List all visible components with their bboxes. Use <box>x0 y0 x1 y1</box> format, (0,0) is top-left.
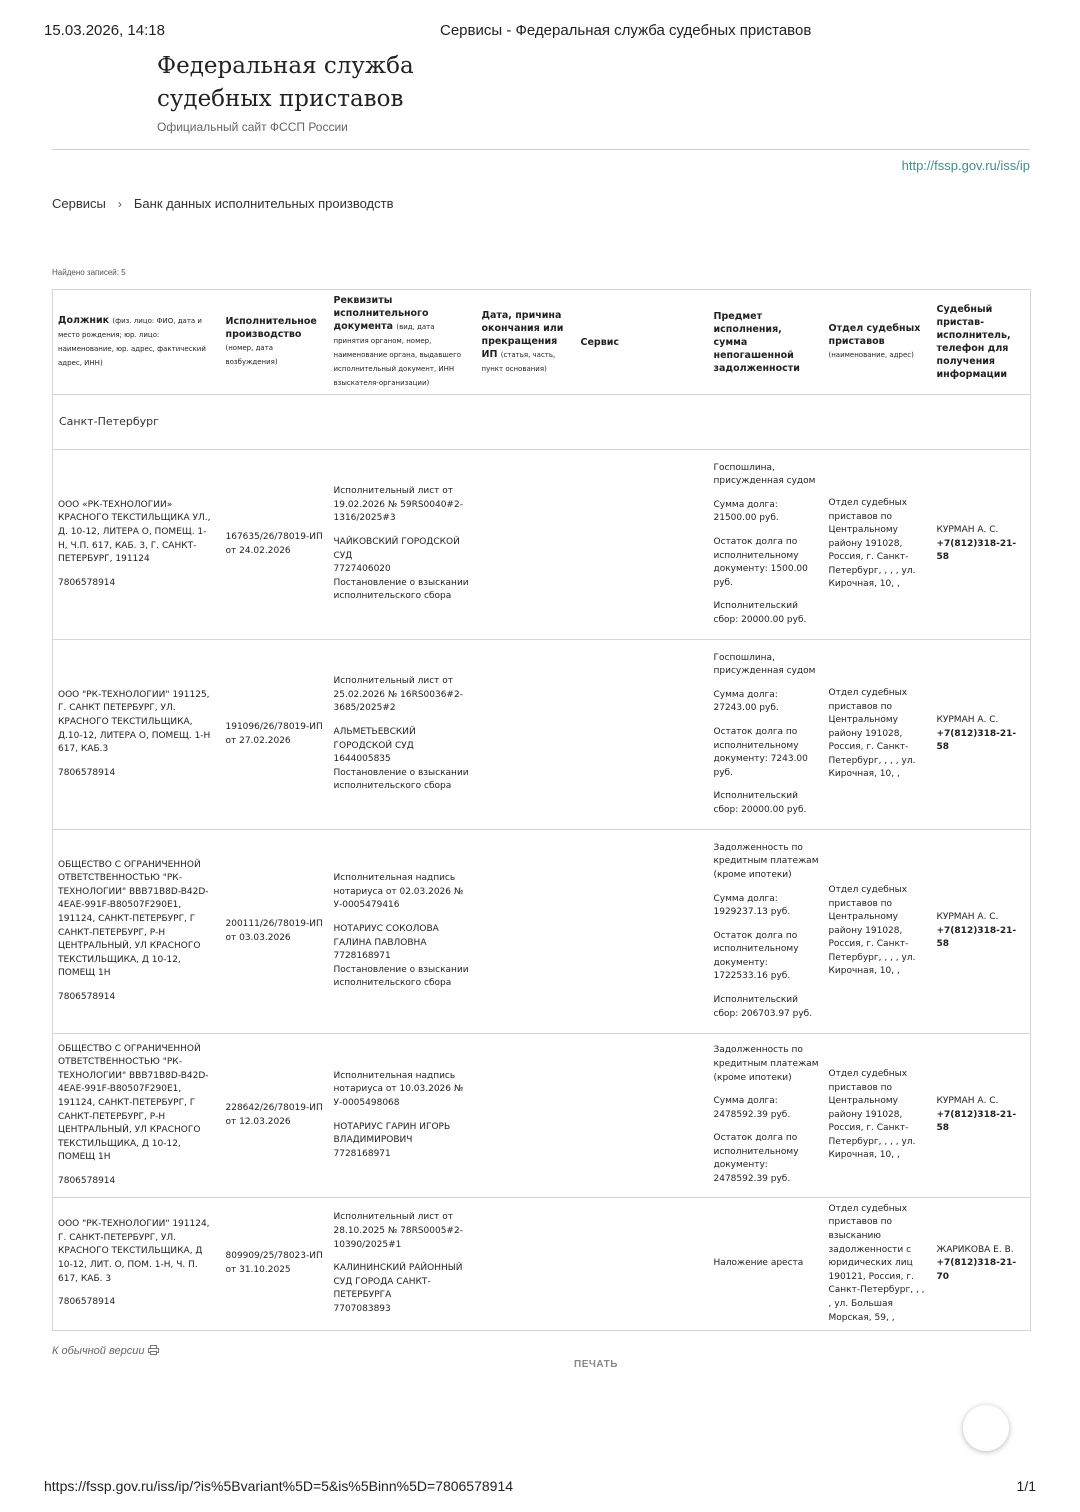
service-cell <box>576 640 709 830</box>
debtor-cell: ООО "РК-ТЕХНОЛОГИИ" 191125, Г. САНКТ ПЕТЕРБУРГ, УЛ. КРАСНОГО ТЕКСТИЛЬЩИКА, Д.10-12, ЛИТЕРА О, ПОМЕЩ. 1-Н 617, КАБ.3 7806578914 <box>53 640 221 830</box>
end-date-cell <box>477 1034 576 1198</box>
end-date-cell <box>477 1198 576 1331</box>
region-name: Санкт-Петербург <box>53 395 1031 450</box>
table-row <box>53 1198 1031 1331</box>
service-cell <box>576 1198 709 1331</box>
bailiff-cell: КУРМАН А. С. +7(812)318-21-58 <box>932 640 1031 830</box>
subject-cell: Задолженность по кредитным платежам (кроме ипотеки) Сумма долга: 2478592.39 руб. Остаток долга по исполнительному документу: 2478592.39 руб. <box>709 1034 824 1198</box>
breadcrumb <box>52 196 394 211</box>
department-cell: Отдел судебных приставов по взысканию задолженности с юридических лиц 190121, Россия, г. Санкт-Петербург, , , , ул. Большая Морская, 59, , <box>824 1198 932 1331</box>
department-cell: Отдел судебных приставов по Центральному району 191028, Россия, г. Санкт-Петербург, , , , ул. Кирочная, 10, , <box>824 1034 932 1198</box>
breadcrumb-separator: › <box>117 196 122 211</box>
print-header-title: Сервисы - Федеральная служба судебных приставов <box>440 22 812 39</box>
print-footer-url: https://fssp.gov.ru/iss/ip/?is%5Bvariant%5D=5&is%5Binn%5D=7806578914 <box>44 1478 514 1494</box>
bailiff-cell: КУРМАН А. С. +7(812)318-21-58 <box>932 830 1031 1034</box>
header-proceeding: Исполнительное производство (номер, дата возбуждения) <box>221 290 329 395</box>
floating-action-button[interactable] <box>963 1405 1009 1451</box>
end-date-cell <box>477 450 576 640</box>
results-table <box>52 289 1031 1331</box>
header-department: Отдел судебных приставов (наименование, адрес) <box>824 290 932 395</box>
proceeding-cell: 200111/26/78019-ИП от 03.03.2026 <box>221 830 329 1034</box>
document-cell: Исполнительная надпись нотариуса от 02.03.2026 № У-0005479416 НОТАРИУС СОКОЛОВА ГАЛИНА ПАВЛОВНА 7728168971 Постановление о взыскании исполнительского сбора <box>329 830 477 1034</box>
printer-icon <box>148 1345 159 1357</box>
service-cell <box>576 450 709 640</box>
subject-cell: Госпошлина, присужденная судом Сумма долга: 21500.00 руб. Остаток долга по исполнительному документу: 1500.00 руб. Исполнительский сбор: 20000.00 руб. <box>709 450 824 640</box>
site-title[interactable]: Федеральная служба судебных приставов <box>157 53 414 112</box>
end-date-cell <box>477 830 576 1034</box>
header-divider <box>52 149 1030 150</box>
table-row <box>53 640 1031 830</box>
site-url[interactable]: http://fssp.gov.ru/iss/ip <box>901 158 1030 173</box>
print-button[interactable]: ПЕЧАТЬ <box>574 1359 618 1370</box>
debtor-cell: ОБЩЕСТВО С ОГРАНИЧЕННОЙ ОТВЕТСТВЕННОСТЬЮ "РК-ТЕХНОЛОГИИ" BBB71B8D-B42D-4EAE-991F-B80507F290E1, 191124, САНКТ-ПЕТЕРБУРГ, Г САНКТ-ПЕТЕРБУРГ, Р-Н ЦЕНТРАЛЬНЫЙ, УЛ КРАСНОГО ТЕКСТИЛЬЩИКА, Д 10-12, ПОМЕЩ 1Н 7806578914 <box>53 830 221 1034</box>
document-cell: Исполнительный лист от 28.10.2025 № 78RS0005#2-10390/2025#1 КАЛИНИНСКИЙ РАЙОННЫЙ СУД ГОРОДА САНКТ-ПЕТЕРБУРГА 7707083893 <box>329 1198 477 1331</box>
debtor-cell: ОБЩЕСТВО С ОГРАНИЧЕННОЙ ОТВЕТСТВЕННОСТЬЮ "РК-ТЕХНОЛОГИИ" BBB71B8D-B42D-4EAE-991F-B80507F290E1, 191124, САНКТ-ПЕТЕРБУРГ, Г САНКТ-ПЕТЕРБУРГ, Р-Н ЦЕНТРАЛЬНЫЙ, УЛ КРАСНОГО ТЕКСТИЛЬЩИКА, Д 10-12, ПОМЕЩ 1Н 7806578914 <box>53 1034 221 1198</box>
bailiff-phone: +7(812)318-21-58 <box>936 1109 1017 1134</box>
proceeding-cell: 167635/26/78019-ИП от 24.02.2026 <box>221 450 329 640</box>
document-cell: Исполнительный лист от 25.02.2026 № 16RS0036#2-3685/2025#2 АЛЬМЕТЬЕВСКИЙ ГОРОДСКОЙ СУД 1644005835 Постановление о взыскании исполнительского сбора <box>329 640 477 830</box>
department-cell: Отдел судебных приставов по Центральному району 191028, Россия, г. Санкт-Петербург, , , , ул. Кирочная, 10, , <box>824 450 932 640</box>
header-document: Реквизиты исполнительного документа (вид, дата принятия органом, номер, наименование органа, выдавшего исполнительный документ, ИНН взыскателя-организации) <box>329 290 477 395</box>
records-found-count: Найдено записей: 5 <box>52 268 126 277</box>
header-debtor: Должник (физ. лицо: ФИО, дата и место рождения; юр. лицо: наименование, юр. адрес, фактический адрес, ИНН) <box>53 290 221 395</box>
region-row <box>53 395 1031 450</box>
end-date-cell <box>477 640 576 830</box>
service-cell <box>576 1034 709 1198</box>
proceeding-cell: 191096/26/78019-ИП от 27.02.2026 <box>221 640 329 830</box>
proceeding-cell: 809909/25/78023-ИП от 31.10.2025 <box>221 1198 329 1331</box>
table-header-row <box>53 290 1031 395</box>
header-end-date: Дата, причина окончания или прекращения ИП (статья, часть, пункт основания) <box>477 290 576 395</box>
table-row <box>53 450 1031 640</box>
table-row <box>53 830 1031 1034</box>
header-bailiff: Судебный пристав-исполнитель, телефон для получения информации <box>932 290 1031 395</box>
document-cell: Исполнительный лист от 19.02.2026 № 59RS0040#2-1316/2025#3 ЧАЙКОВСКИЙ ГОРОДСКОЙ СУД 7727406020 Постановление о взыскании исполнительского сбора <box>329 450 477 640</box>
proceeding-cell: 228642/26/78019-ИП от 12.03.2026 <box>221 1034 329 1198</box>
bailiff-cell: ЖАРИКОВА Е. В. +7(812)318-21-70 <box>932 1198 1031 1331</box>
debtor-cell: ООО "РК-ТЕХНОЛОГИИ" 191124, Г. САНКТ-ПЕТЕРБУРГ, УЛ. КРАСНОГО ТЕКСТИЛЬЩИКА, Д 10-12, ЛИТ. О, ПОМ. 1-Н, Ч. П. 617, КАБ. 3 7806578914 <box>53 1198 221 1331</box>
bailiff-cell: КУРМАН А. С. +7(812)318-21-58 <box>932 1034 1031 1198</box>
header-service: Сервис <box>576 290 709 395</box>
debtor-cell: ООО «РК-ТЕХНОЛОГИИ» КРАСНОГО ТЕКСТИЛЬЩИКА УЛ., Д. 10-12, ЛИТЕРА О, ПОМЕЩ. 1-Н, Ч.П. 617, КАБ. 3, Г. САНКТ-ПЕТЕРБУРГ, 191124 7806578914 <box>53 450 221 640</box>
document-cell: Исполнительная надпись нотариуса от 10.03.2026 № У-0005498068 НОТАРИУС ГАРИН ИГОРЬ ВЛАДИМИРОВИЧ 7728168971 <box>329 1034 477 1198</box>
header-subject: Предмет исполнения, сумма непогашенной задолженности <box>709 290 824 395</box>
service-cell <box>576 830 709 1034</box>
breadcrumb-services[interactable]: Сервисы <box>52 196 106 211</box>
bailiff-cell: КУРМАН А. С. +7(812)318-21-58 <box>932 450 1031 640</box>
site-subtitle: Официальный сайт ФССП России <box>157 120 348 134</box>
print-footer-page: 1/1 <box>1016 1478 1036 1494</box>
table-row <box>53 1034 1031 1198</box>
normal-version-link[interactable]: К обычной версии <box>52 1345 159 1357</box>
department-cell: Отдел судебных приставов по Центральному району 191028, Россия, г. Санкт-Петербург, , , , ул. Кирочная, 10, , <box>824 640 932 830</box>
breadcrumb-current: Банк данных исполнительных производств <box>133 196 394 211</box>
subject-cell: Госпошлина, присужденная судом Сумма долга: 27243.00 руб. Остаток долга по исполнительному документу: 7243.00 руб. Исполнительский сбор: 20000.00 руб. <box>709 640 824 830</box>
bailiff-phone: +7(812)318-21-58 <box>936 925 1017 950</box>
subject-cell: Задолженность по кредитным платежам (кроме ипотеки) Сумма долга: 1929237.13 руб. Остаток долга по исполнительному документу: 1722533.16 руб. Исполнительский сбор: 206703.97 руб. <box>709 830 824 1034</box>
department-cell: Отдел судебных приставов по Центральному району 191028, Россия, г. Санкт-Петербург, , , , ул. Кирочная, 10, , <box>824 830 932 1034</box>
print-header-datetime: 15.03.2026, 14:18 <box>44 22 165 39</box>
bailiff-phone: +7(812)318-21-70 <box>936 1258 1017 1282</box>
subject-cell: Наложение ареста <box>709 1198 824 1331</box>
bailiff-phone: +7(812)318-21-58 <box>936 538 1017 563</box>
bailiff-phone: +7(812)318-21-58 <box>936 728 1017 753</box>
